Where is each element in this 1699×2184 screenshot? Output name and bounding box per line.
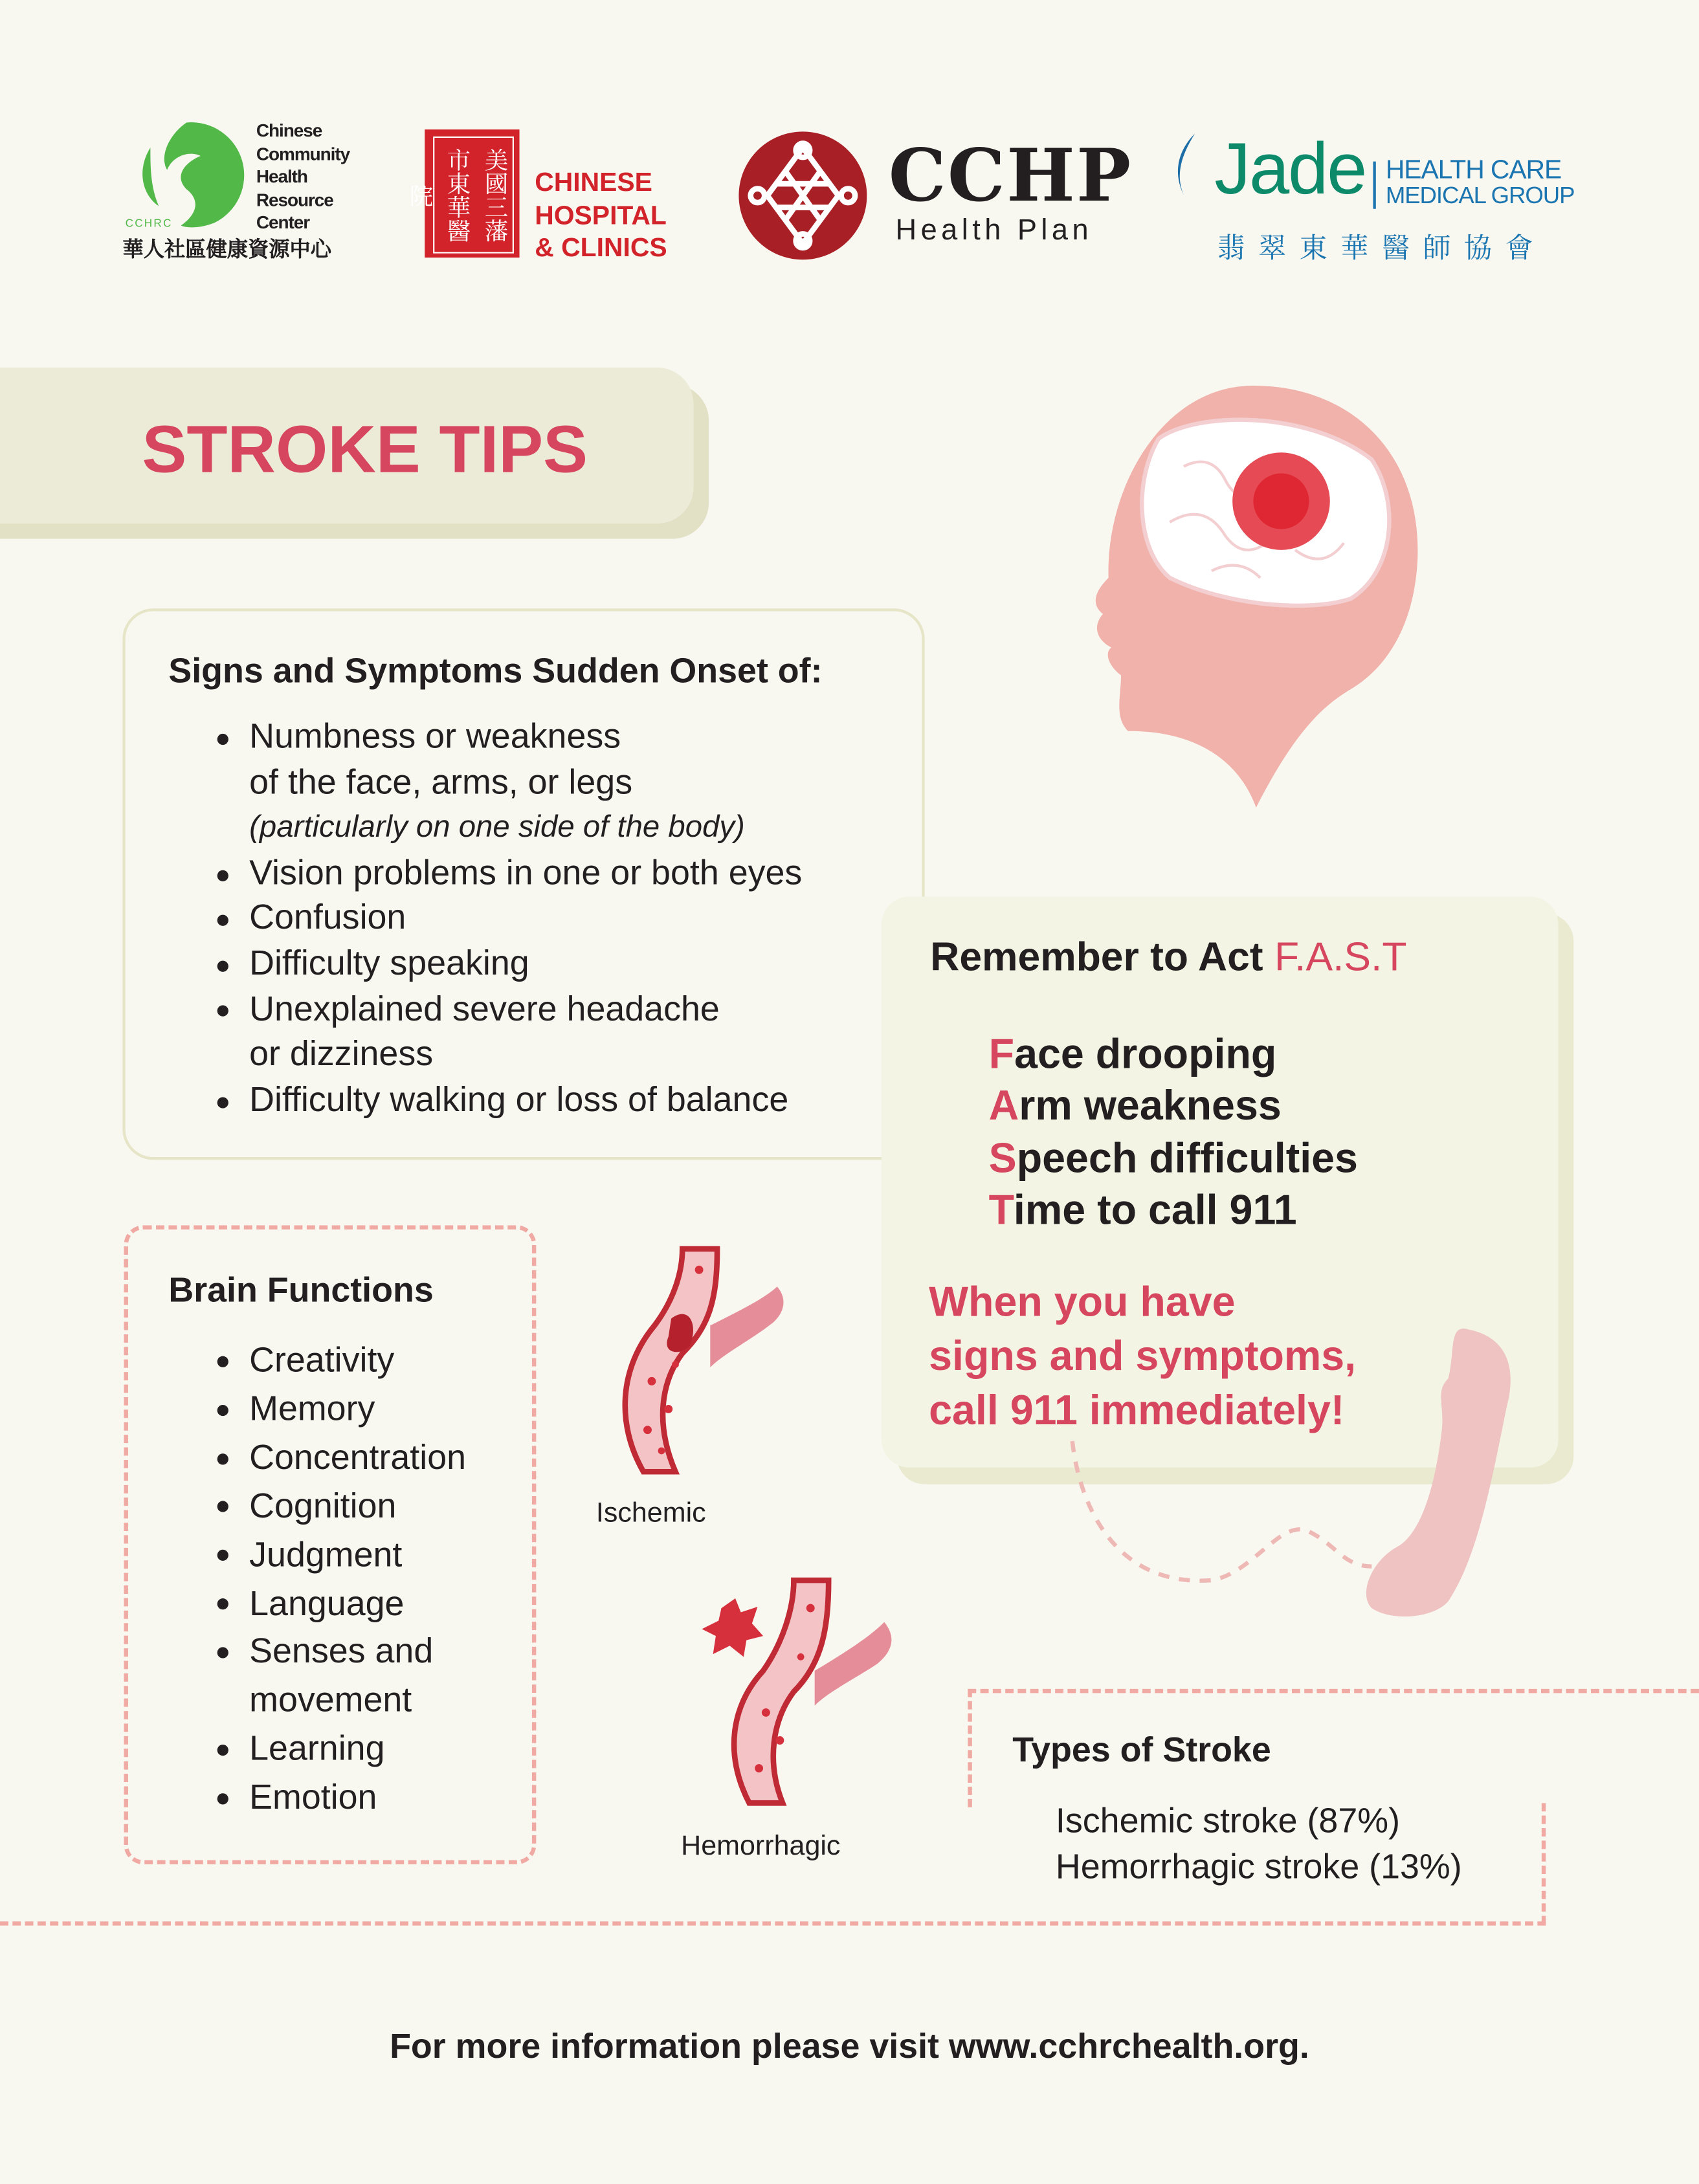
cchrc-name — [256, 120, 350, 235]
hospital-line: CHINESE — [535, 168, 652, 198]
function-item — [213, 1531, 466, 1580]
type-item: Ischemic stroke (87%) — [1055, 1802, 1400, 1841]
brain-functions-heading: Brain Functions — [168, 1271, 434, 1310]
types-box-left-border — [968, 1689, 972, 1807]
function-text: movement — [249, 1681, 412, 1720]
sign-text: Difficulty walking or loss of balance — [249, 1080, 789, 1120]
function-item-cont — [213, 1677, 466, 1725]
fast-heading — [930, 936, 1406, 982]
cchrc-line: Health — [256, 166, 307, 187]
cchrc-chinese-name: 華人社區健康資源中心 — [122, 236, 332, 262]
cchp-name: CCHP — [888, 133, 1133, 219]
fast-text: ace drooping — [1014, 1031, 1277, 1078]
hospital-line: HOSPITAL — [535, 201, 667, 231]
footer-text: For more information please visit www.cchrchealth.org. — [390, 2027, 1309, 2066]
cchrc-line: Chinese — [256, 120, 322, 141]
function-item — [213, 1483, 466, 1531]
hemorrhagic-vessel-illustration — [696, 1573, 905, 1810]
cchp-knot-icon — [738, 131, 867, 260]
function-text: Judgment — [249, 1535, 403, 1574]
sign-item — [213, 896, 802, 941]
fast-text: rm weakness — [1019, 1083, 1282, 1130]
function-item — [213, 1337, 466, 1385]
sign-item — [213, 850, 802, 896]
hospital-name — [535, 167, 667, 265]
fast-letter: S — [988, 1135, 1017, 1182]
cchrc-tree-icon — [131, 120, 245, 231]
function-item — [213, 1580, 466, 1628]
function-text: Memory — [249, 1389, 375, 1429]
fast-acronym: F.A.S.T — [1274, 935, 1407, 980]
sign-text: Numbness or weakness — [249, 717, 621, 756]
function-item — [213, 1774, 466, 1822]
function-item — [213, 1434, 466, 1483]
function-text: Cognition — [249, 1486, 397, 1526]
cchrc-abbr: CCHRC — [125, 217, 173, 230]
jade-chinese-name: 翡 翠 東 華 醫 師 協 會 — [1217, 234, 1537, 265]
jade-line: HEALTH CARE — [1385, 155, 1562, 186]
signs-list — [213, 714, 802, 1123]
call-line: call 911 immediately! — [929, 1388, 1345, 1435]
fast-item-speech — [989, 1133, 1358, 1185]
jade-line: MEDICAL GROUP — [1385, 182, 1575, 209]
fast-letter: T — [988, 1187, 1014, 1234]
types-box-top-border — [968, 1689, 1699, 1693]
types-list — [1056, 1799, 1462, 1891]
ischemic-label: Ischemic — [595, 1498, 706, 1529]
sign-item — [213, 987, 802, 1032]
seal-text: 美國三藩市東華醫院 — [433, 137, 514, 254]
brain-functions-list — [213, 1337, 466, 1823]
sign-text: Vision problems in one or both eyes — [249, 853, 803, 892]
sign-text: or dizziness — [249, 1034, 434, 1074]
sign-note-text: (particularly on one side of the body) — [249, 809, 745, 844]
jade-name: Jade — [1214, 129, 1366, 210]
sign-item-cont — [213, 1032, 802, 1077]
function-item — [213, 1628, 466, 1677]
sign-text: Unexplained severe headache — [249, 989, 720, 1029]
sign-item-cont — [213, 760, 802, 805]
type-item: Hemorrhagic stroke (13%) — [1055, 1848, 1462, 1887]
fast-item-face — [989, 1029, 1358, 1081]
ischemic-vessel-illustration — [613, 1242, 794, 1479]
phone-icon — [1058, 1323, 1518, 1629]
sign-text: Confusion — [249, 898, 406, 938]
sign-item — [213, 1077, 802, 1123]
fast-text: peech difficulties — [1016, 1135, 1358, 1182]
fast-item-time — [989, 1185, 1358, 1237]
fast-text: ime to call 911 — [1013, 1187, 1297, 1234]
cchp-logo — [738, 131, 1133, 263]
function-text: Creativity — [249, 1340, 395, 1380]
chinese-hospital-logo — [405, 129, 682, 263]
fast-list — [989, 1029, 1358, 1237]
function-text: Senses and — [249, 1632, 434, 1671]
call-line: When you have — [929, 1279, 1236, 1326]
hospital-seal — [405, 129, 519, 258]
types-heading: Types of Stroke — [1012, 1730, 1271, 1770]
fast-letter: A — [988, 1083, 1019, 1130]
fast-item-arm — [989, 1081, 1358, 1132]
fast-letter: F — [988, 1031, 1015, 1078]
sign-item — [213, 714, 802, 760]
signs-heading: Signs and Symptoms Sudden Onset of: — [168, 651, 823, 691]
call-line: signs and symptoms, — [929, 1334, 1357, 1380]
types-box-right-border — [1542, 1803, 1546, 1924]
jade-divider — [1373, 162, 1375, 209]
function-text: Language — [249, 1583, 405, 1623]
head-brain-illustration — [1086, 383, 1427, 815]
sign-text: of the face, arms, or legs — [249, 762, 633, 802]
hospital-line: & CLINICS — [535, 234, 667, 263]
function-text: Concentration — [249, 1438, 467, 1477]
function-item — [213, 1725, 466, 1774]
sign-text: Difficulty speaking — [249, 943, 529, 983]
jade-logo — [1167, 128, 1584, 267]
cchp-subtitle: Health Plan — [895, 214, 1093, 247]
page-title: STROKE TIPS — [142, 414, 588, 488]
cchrc-line: Community — [256, 142, 350, 164]
sign-item — [213, 941, 802, 986]
cchrc-logo — [122, 117, 373, 263]
function-text: Learning — [249, 1729, 385, 1769]
fast-heading-text: Remember to Act — [930, 935, 1274, 980]
function-text: Emotion — [249, 1778, 377, 1818]
bottom-dashed-divider — [0, 1921, 1546, 1925]
jade-leaf-icon — [1167, 131, 1217, 214]
cchrc-line: Resource — [256, 188, 333, 210]
jade-sub — [1385, 155, 1575, 209]
function-item — [213, 1385, 466, 1434]
hemorrhagic-label: Hemorrhagic — [681, 1831, 841, 1862]
cchrc-line: Center — [256, 212, 310, 233]
sign-note — [213, 805, 802, 850]
